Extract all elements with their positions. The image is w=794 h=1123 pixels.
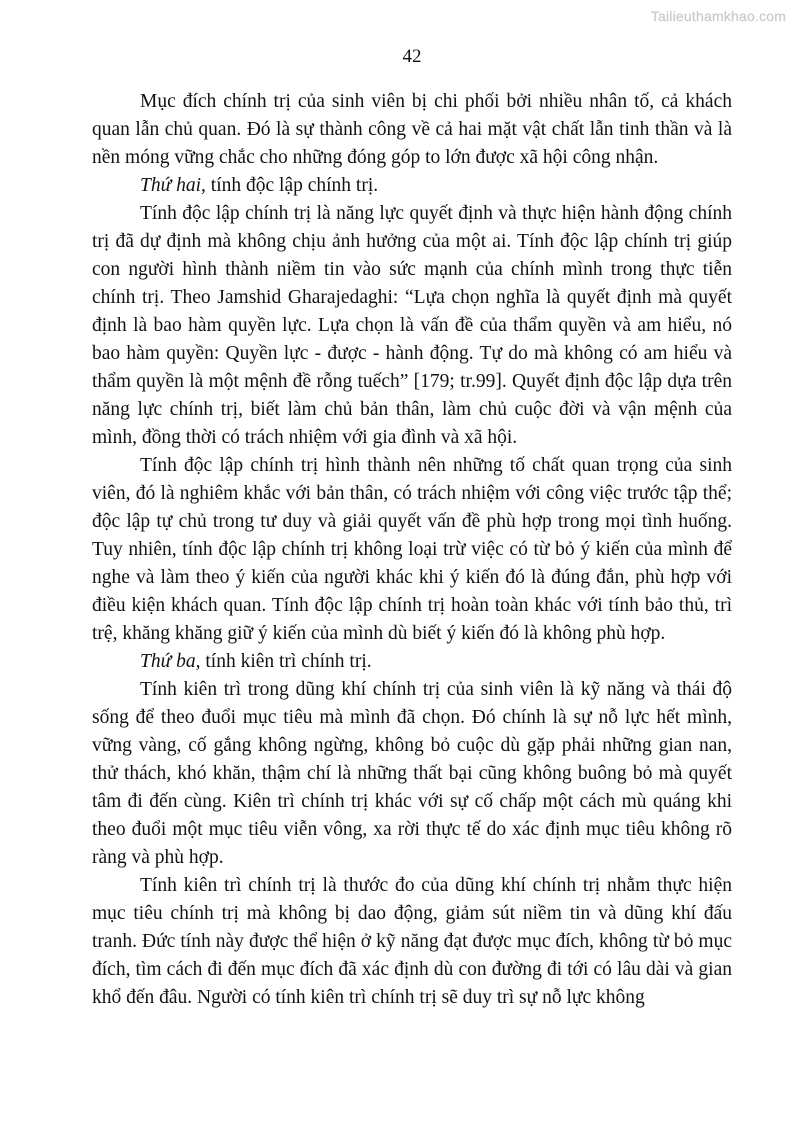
paragraph <box>92 88 732 172</box>
text-run: tính độc lập chính trị. <box>205 175 379 196</box>
text-run: Tính kiên trì chính trị là thước đo của dũng khí chính trị nhằm thực hiện mục tiêu chính trị mà không bị dao động, giảm sút niềm tin và dũng khí đấu tranh. Đức tính này được thể hiện ở kỹ năng đạt được mục đích, không từ bỏ mục đích, tìm cách đi đến mục đích đã xác định dù con đường đi tới có lâu dài và gian khổ đến đâu. Người có tính kiên trì chính trị sẽ duy trì sự nỗ lực không <box>92 875 732 1008</box>
paragraph <box>92 200 732 452</box>
italic-text-run: Thứ ba <box>140 651 196 672</box>
text-run: , tính kiên trì chính trị. <box>195 651 372 672</box>
paragraph <box>92 172 732 200</box>
text-run: Tính độc lập chính trị là năng lực quyết định và thực hiện hành động chính trị đã dự định mà không chịu ảnh hưởng của một ai. Tính độc lập chính trị giúp con người hình thành niềm tin vào sức mạnh của chính mình trong thực tiễn chính trị. Theo Jamshid Gharajedaghi: “Lựa chọn nghĩa là quyết định mà quyết định là bao hàm quyền lực. Lựa chọn là vấn đề của thẩm quyền và am hiểu, nó bao hàm quyền: Quyền lực - được - hành động. Tự do mà không có am hiểu và thẩm quyền là một mệnh đề rỗng tuếch” [179; tr.99]. Quyết định độc lập dựa trên năng lực chính trị, biết làm chủ bản thân, làm chủ cuộc đời và vận mệnh của mình, đồng thời có trách nhiệm với gia đình và xã hội. <box>92 203 732 448</box>
paragraph <box>92 676 732 872</box>
paragraph <box>92 648 732 676</box>
document-text <box>92 88 732 1012</box>
text-run: Mục đích chính trị của sinh viên bị chi phối bởi nhiều nhân tố, cả khách quan lẫn chủ quan. Đó là sự thành công về cả hai mặt vật chất lẫn tinh thần và là nền móng vững chắc cho những đóng góp to lớn được xã hội công nhận. <box>92 91 732 168</box>
italic-text-run: Thứ hai, <box>140 175 206 196</box>
watermark: Tailieuthamkhao.com <box>650 8 786 24</box>
text-run: Tính kiên trì trong dũng khí chính trị của sinh viên là kỹ năng và thái độ sống để theo đuổi mục tiêu mà mình đã chọn. Đó chính là sự nỗ lực hết mình, vững vàng, cố gắng không ngừng, không bỏ cuộc dù gặp phải những gian nan, thử thách, khó khăn, thậm chí là những thất bại cũng không buông bỏ mà quyết tâm đi đến cùng. Kiên trì chính trị khác với sự cố chấp một cách mù quáng khi theo đuổi một mục tiêu viễn vông, xa rời thực tế do xác định mục tiêu không rõ ràng và phù hợp. <box>92 679 732 868</box>
paragraph <box>92 872 732 1012</box>
paragraph <box>92 452 732 648</box>
page-number: 42 <box>402 46 422 67</box>
text-run: Tính độc lập chính trị hình thành nên những tố chất quan trọng của sinh viên, đó là nghiêm khắc với bản thân, có trách nhiệm với công việc trước tập thể; độc lập tự chủ trong tư duy và giải quyết vấn đề phù hợp trong mọi tình huống. Tuy nhiên, tính độc lập chính trị không loại trừ việc có từ bỏ ý kiến của mình để nghe và làm theo ý kiến của người khác khi ý kiến đó là đúng đắn, phù hợp với điều kiện khách quan. Tính độc lập chính trị hoàn toàn khác với tính bảo thủ, trì trệ, khăng khăng giữ ý kiến của mình dù biết ý kiến đó là không phù hợp. <box>92 455 732 644</box>
